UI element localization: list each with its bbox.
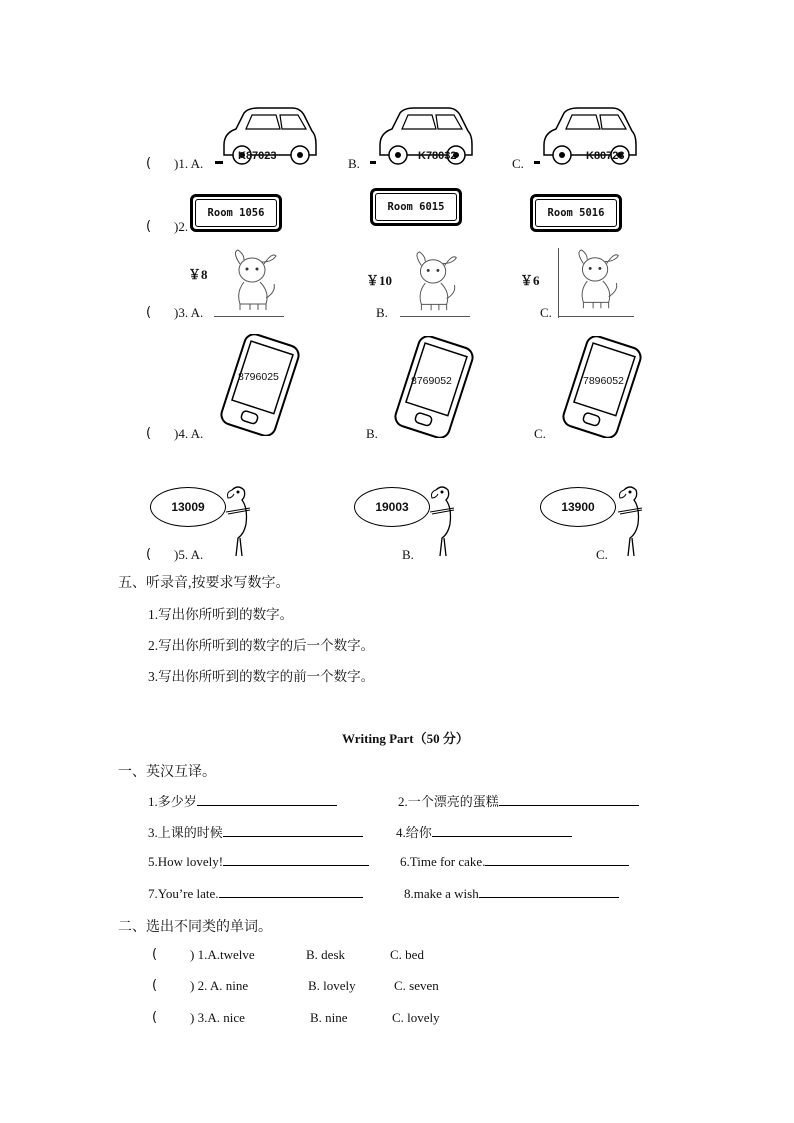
translate-item-5-text: 5.How lovely! [148,854,224,869]
q4-label-b: B. [366,426,378,441]
price-a: ￥8 [188,267,208,282]
phone-image-b [388,336,480,438]
room-sign-c: Room 5016 [530,194,622,232]
room-sign-b: Room 6015 [370,188,462,226]
answer-blank-1[interactable] [197,793,337,806]
q4-label-c: C. [534,426,546,441]
price-b: ￥10 [366,273,393,288]
q1-paren: ( [146,156,152,171]
section5-title: 五、听录音,按要求写数字。 [118,576,290,591]
answer-blank-8[interactable] [479,885,619,898]
answer-blank-7[interactable] [219,885,363,898]
price-c: ￥6 [520,273,540,288]
translate-item-6 [400,853,629,870]
section5-item-2: 2.写出你所听到的数字的后一个数字。 [148,638,375,653]
translate-item-5 [148,853,369,870]
q3-label-c: C. [540,305,552,320]
q5-label-c: C. [596,547,608,562]
writing-part-title: Writing Part（50 分） [342,731,469,746]
translate-item-8 [404,885,619,902]
q3-number: )3. A. [174,305,204,320]
q2-paren: ( [146,219,152,234]
puppy-c-frame [558,248,559,318]
car-plate-c: K80723 [586,150,625,162]
section1-title: 一、英汉互译。 [118,765,216,780]
q1-label-b: B. [348,156,360,171]
choice-row-1-b: B. desk [306,947,345,962]
section5-item-3: 3.写出你所听到的数字的前一个数字。 [148,669,375,684]
q2-number: )2. [174,219,189,234]
translate-item-4-text: 4.给你 [396,825,432,840]
choice-row-1-c: C. bed [390,947,424,962]
speech-bubble-a: 13009 [150,487,226,527]
translate-item-1 [148,791,337,810]
answer-blank-2[interactable] [499,793,639,806]
choice-row-3-paren[interactable]: ( [152,1010,158,1025]
puppy-image-a [226,248,282,318]
phone-number-b: 8769052 [411,375,452,387]
answer-blank-3[interactable] [223,824,363,837]
choice-row-3-a: ) 3.A. nice [190,1010,245,1025]
translate-item-4 [396,822,572,841]
q4-paren: ( [146,426,152,441]
translate-item-3 [148,822,363,841]
car-plate-a: K87023 [238,150,277,162]
puppy-image-c [562,248,632,316]
q5-label-b: B. [402,547,414,562]
translate-item-7 [148,885,363,902]
translate-item-7-text: 7.You’re late. [148,886,219,901]
section5-item-1: 1.写出你所听到的数字。 [148,607,294,622]
translate-item-3-text: 3.上课的时候 [148,825,223,840]
parrot-image-b [424,484,464,560]
choice-row-2-a: ) 2. A. nine [190,978,249,993]
answer-blank-5[interactable] [223,853,369,866]
choice-row-2-b: B. lovely [308,978,356,993]
q3-paren: ( [146,305,152,320]
q4-number: )4. A. [174,426,204,441]
phone-number-a: 8796025 [238,371,279,383]
puppy-b-ground [400,316,470,317]
parrot-image-c [612,484,652,560]
q1-label-c: C. [512,156,524,171]
translate-item-2-text: 2.一个漂亮的蛋糕 [398,794,499,809]
choice-row-2-c: C. seven [394,978,439,993]
q5-number: )5. A. [174,547,204,562]
car-plate-b: K78032 [418,150,457,162]
parrot-image-a [220,484,260,560]
choice-row-1-a: ) 1.A.twelve [190,947,255,962]
q3-label-b: B. [376,305,388,320]
puppy-a-ground [214,316,284,317]
q1-number: )1. A. [174,156,204,171]
puppy-image-b [400,250,470,318]
phone-image-a [214,334,306,436]
speech-bubble-b: 19003 [354,487,430,527]
choice-row-3-b: B. nine [310,1010,348,1025]
choice-row-3-c: C. lovely [392,1010,440,1025]
translate-item-1-text: 1.多少岁 [148,794,197,809]
translate-item-8-text: 8.make a wish [404,886,479,901]
answer-blank-4[interactable] [432,824,572,837]
section2-title: 二、选出不同类的单词。 [118,920,272,935]
room-sign-a: Room 1056 [190,194,282,232]
phone-image-c [556,336,648,438]
choice-row-2-paren[interactable]: ( [152,978,158,993]
phone-number-c: 7896052 [583,375,624,387]
translate-item-6-text: 6.Time for cake. [400,854,486,869]
answer-blank-6[interactable] [485,853,629,866]
choice-row-1-paren[interactable]: ( [152,947,158,962]
speech-bubble-c: 13900 [540,487,616,527]
translate-item-2 [398,791,639,810]
q5-paren: ( [146,547,152,562]
puppy-c-ground [558,316,634,317]
